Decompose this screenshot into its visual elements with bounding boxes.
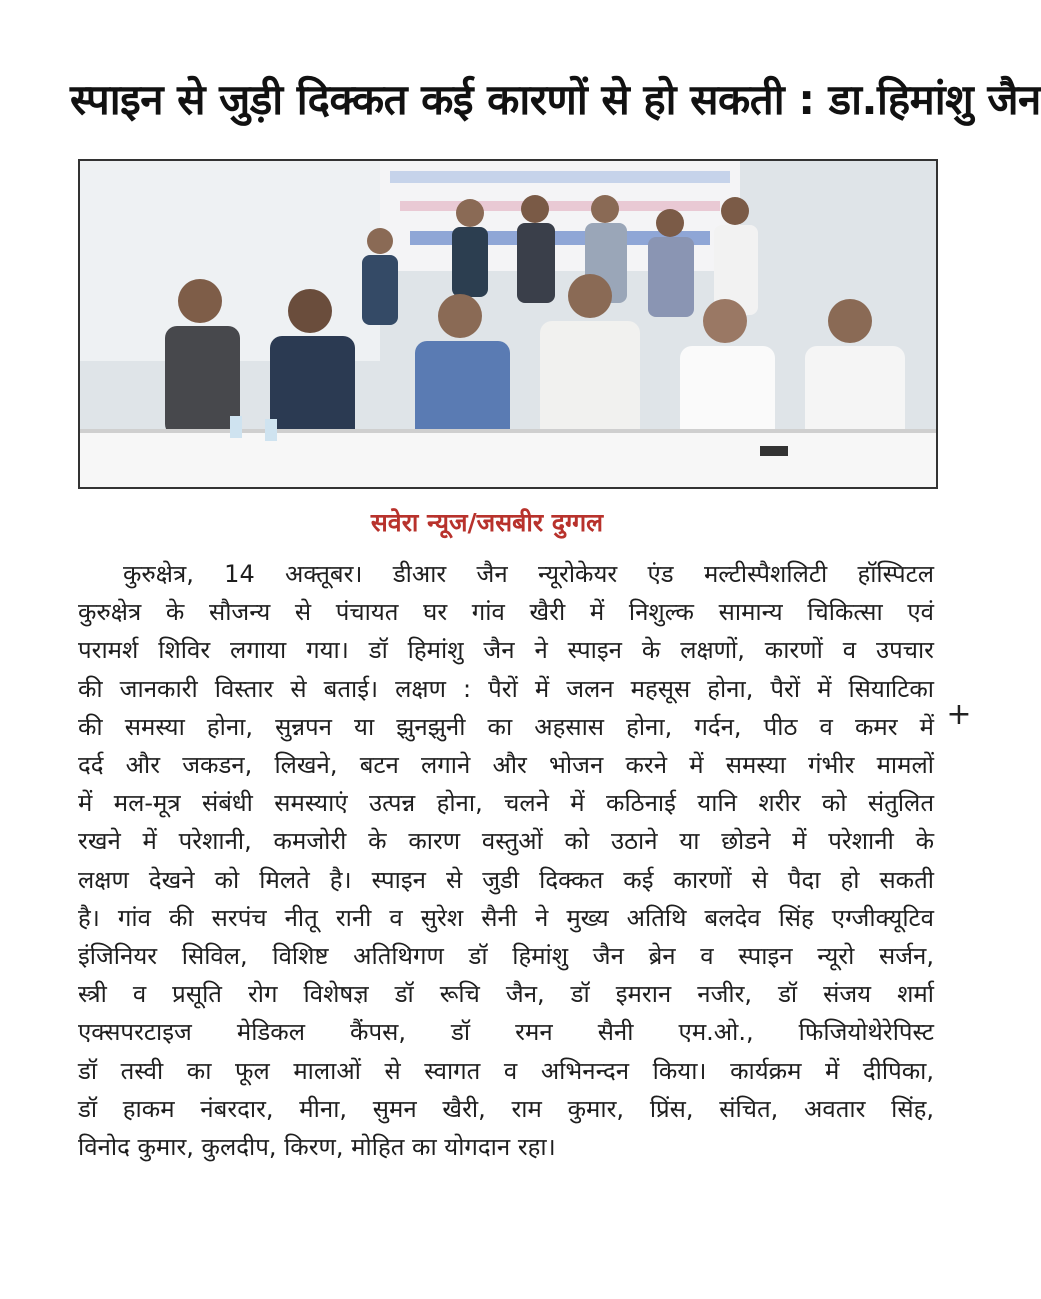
article-body (78, 555, 934, 1166)
article-line: डॉ हाकम नंबरदार, मीना, सुमन खैरी, राम कुमार, प्रिंस, संचित, अवतार सिंह, (78, 1094, 934, 1123)
article-line: कुरुक्षेत्र के सौजन्य से पंचायत घर गांव खैरी में निशुल्क सामान्य चिकित्सा एवं (78, 598, 934, 627)
article-line: रखने में परेशानी, कमजोरी के कारण वस्तुओं को उठाने या छोडने में परेशानी के (78, 827, 934, 856)
group-photo (78, 159, 938, 489)
article-line: कुरुक्षेत्र, 14 अक्तूबर। डीआर जैन न्यूरोकेयर एंड मल्टीस्पैशलिटी हॉस्पिटल (123, 560, 934, 588)
headline: स्पाइन से जुड़ी दिक्कत कई कारणों से हो सकती : डा.हिमांशु जैन (70, 75, 1041, 124)
article-line: की जानकारी विस्तार से बताई। लक्षण : पैरों में जलन महसूस होना, पैरों में सियाटिका (78, 674, 934, 703)
article-line: है। गांव की सरपंच नीतू रानी व सुरेश सैनी ने मुख्य अतिथि बलदेव सिंह एग्जीक्यूटिव (78, 903, 934, 932)
article-line: दर्द और जकडन, लिखने, बटन लगाने और भोजन करने में समस्या गंभीर मामलों (78, 751, 934, 780)
group-photo-icon (80, 161, 936, 487)
article-line: इंजिनियर सिविल, विशिष्ट अतिथिगण डॉ हिमांशु जैन ब्रेन व स्पाइन न्यूरो सर्जन, (78, 942, 934, 971)
article-line: की समस्या होना, सुन्नपन या झुनझुनी का अहसास होना, गर्दन, पीठ व कमर में (78, 712, 934, 741)
byline: सवेरा न्यूज/जसबीर दुग्गल (370, 508, 604, 537)
article-line: विनोद कुमार, कुलदीप, किरण, मोहित का योगदान रहा। (78, 1133, 556, 1162)
article-line: में मल-मूत्र संबंधी समस्याएं उत्पन्न होना, चलने में कठिनाई यानि शरीर को संतुलित (78, 789, 934, 818)
article-line: परामर्श शिविर लगाया गया। डॉ हिमांशु जैन ने स्पाइन के लक्षणों, कारणों व उपचार (78, 636, 934, 665)
plus-icon: + (946, 697, 972, 732)
article-line: डॉ तस्वी का फूल मालाओं से स्वागत व अभिनन्दन किया। कार्यक्रम में दीपिका, (78, 1056, 934, 1085)
article-line: स्त्री व प्रसूति रोग विशेषज्ञ डॉ रूचि जैन, डॉ इमरान नजीर, डॉ संजय शर्मा (78, 980, 934, 1009)
article-line: एक्सपरटाइज मेडिकल कैंपस, डॉ रमन सैनी एम.ओ., फिजियोथेरेपिस्ट (78, 1018, 934, 1047)
article-line: लक्षण देखने को मिलते है। स्पाइन से जुडी दिक्कत कई कारणों से पैदा हो सकती (78, 865, 934, 894)
